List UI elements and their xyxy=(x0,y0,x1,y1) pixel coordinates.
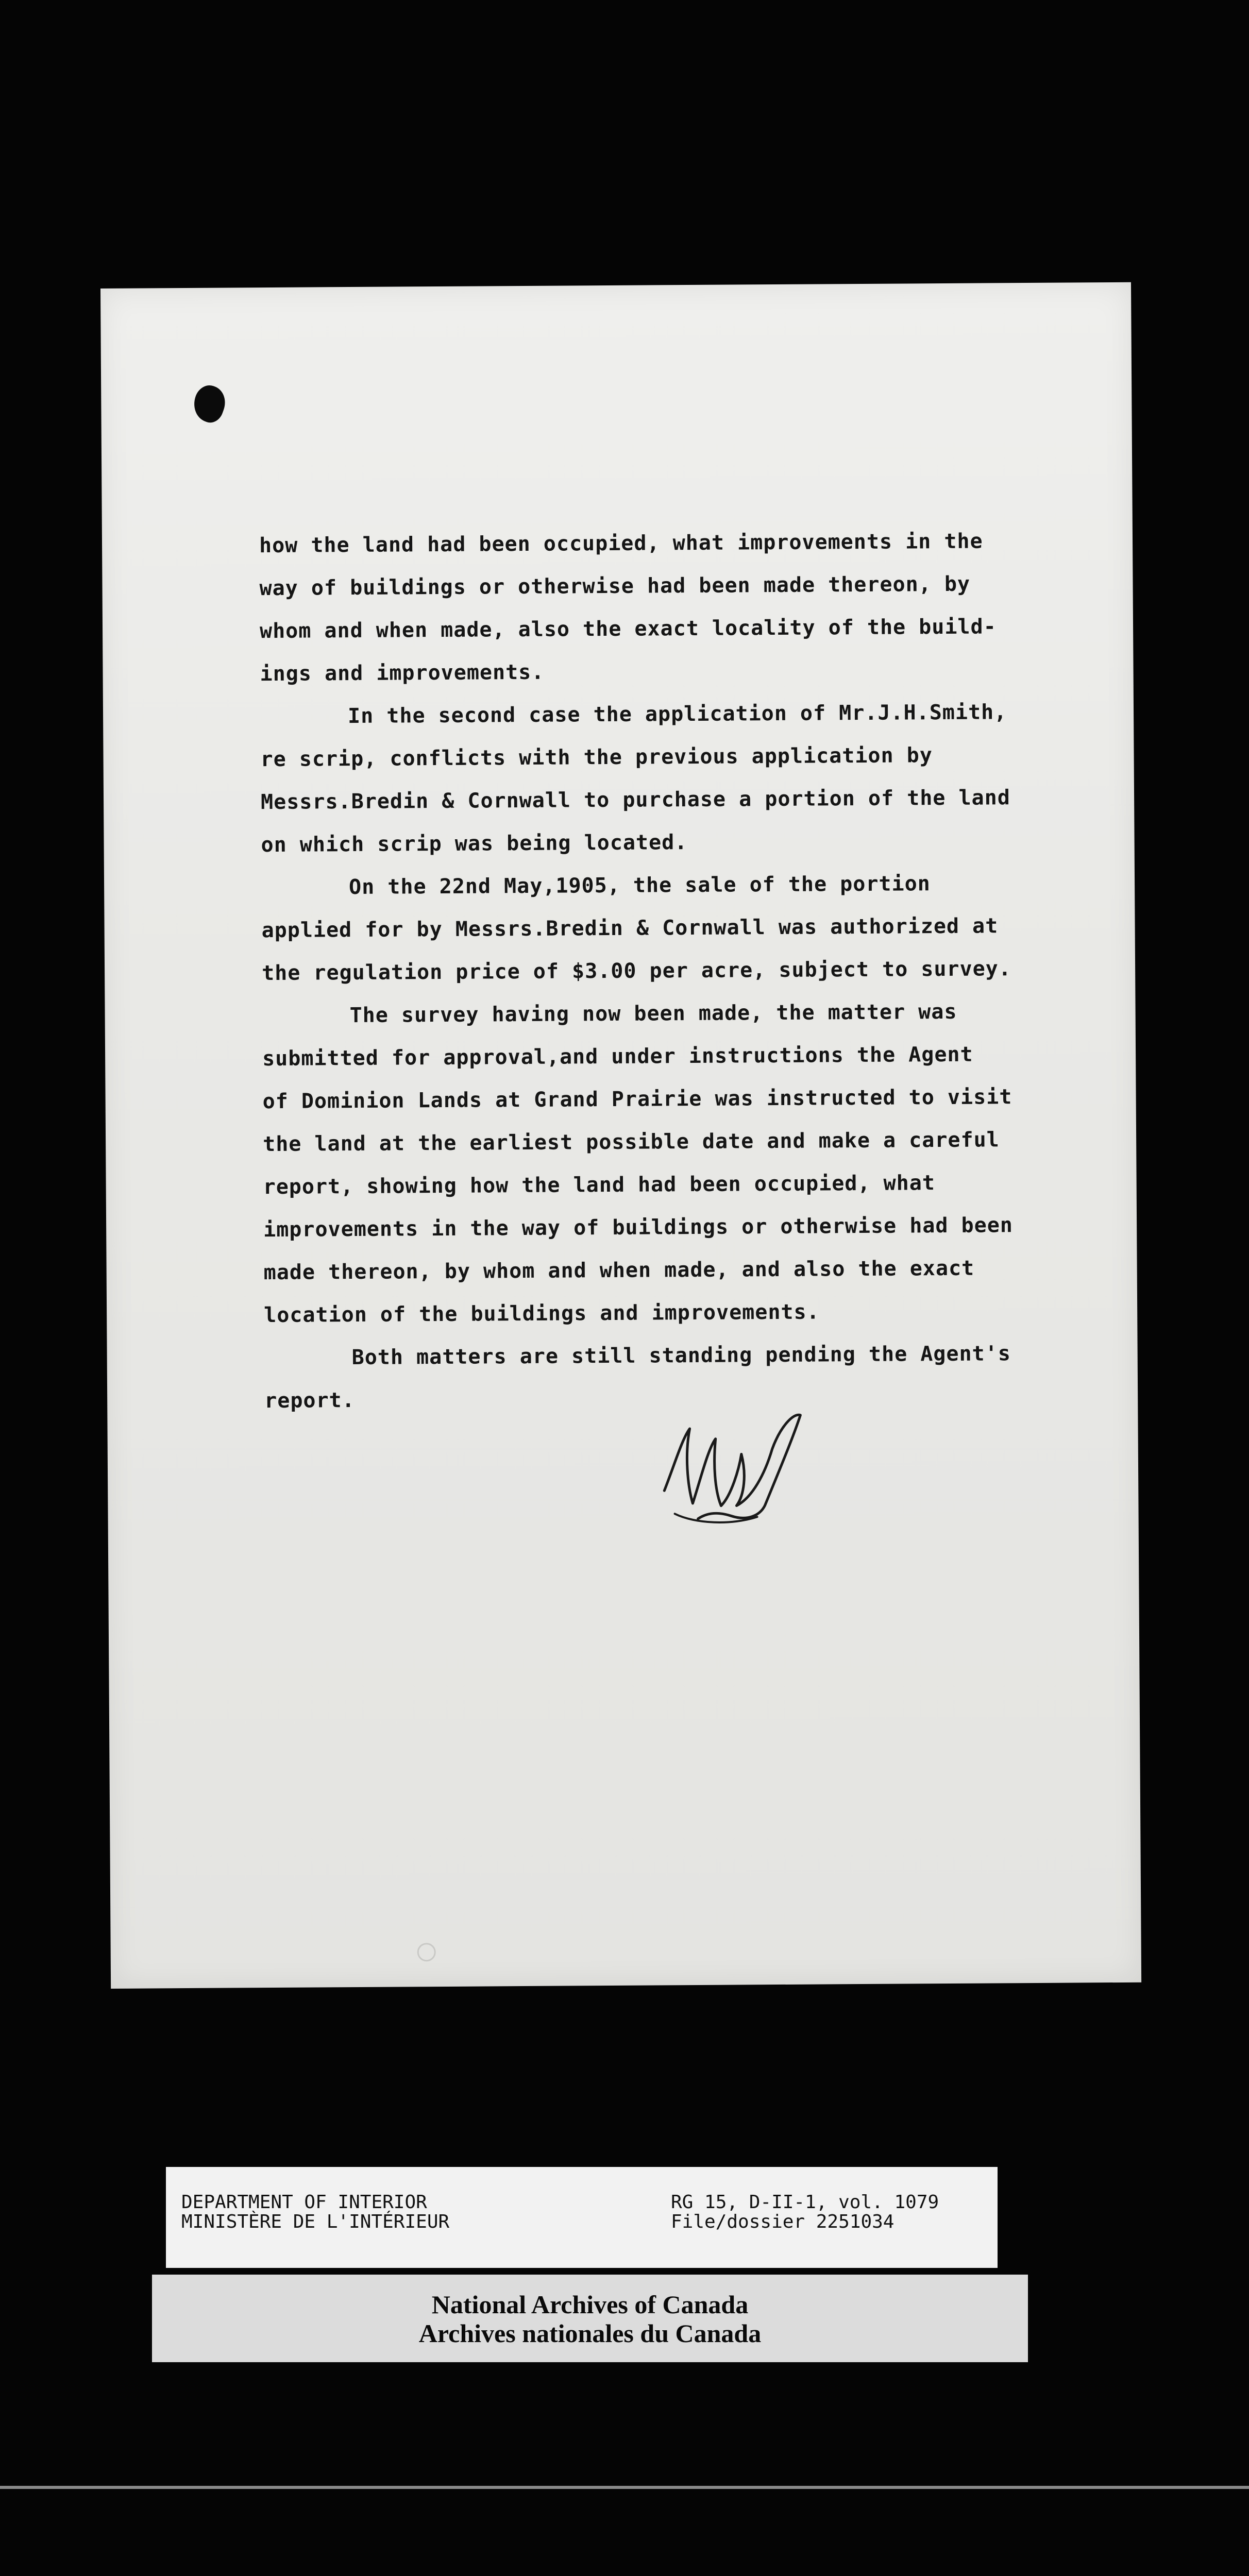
text-line: location of the buildings and improvements. xyxy=(264,1300,820,1328)
punch-hole xyxy=(189,382,230,426)
document-page xyxy=(100,282,1141,1989)
archives-banner xyxy=(152,2275,1028,2362)
pin-hole xyxy=(417,1943,436,1961)
archives-name-fr: Archives nationales du Canada xyxy=(418,2319,762,2348)
text-line: Messrs.Bredin & Cornwall to purchase a portion of the land xyxy=(260,786,1010,815)
text-line: how the land had been occupied, what improvements in the xyxy=(259,529,983,558)
department-fr: MINISTÈRE DE L'INTÉRIEUR xyxy=(181,2211,450,2232)
text-line: made thereon, by whom and when made, and also the exact xyxy=(263,1256,975,1285)
text-line: on which scrip was being located. xyxy=(261,831,688,857)
text-line: improvements in the way of buildings or otherwise had been xyxy=(263,1213,1014,1242)
text-line: the land at the earliest possible date and make a careful xyxy=(263,1128,1000,1157)
handwritten-signature xyxy=(653,1408,808,1532)
text-line: report. xyxy=(264,1388,355,1413)
text-line: Both matters are still standing pending the Agent's xyxy=(351,1342,1011,1370)
text-line: way of buildings or otherwise had been made thereon, by xyxy=(259,572,971,601)
text-line: ings and improvements. xyxy=(260,660,545,686)
file-number: File/dossier 2251034 xyxy=(671,2211,894,2232)
text-line: applied for by Messrs.Bredin & Cornwall was authorized at xyxy=(261,914,999,943)
archives-name xyxy=(152,2290,1028,2348)
department-en: DEPARTMENT OF INTERIOR xyxy=(181,2192,427,2213)
text-line: submitted for approval,and under instructions the Agent xyxy=(262,1042,973,1071)
text-line: re scrip, conflicts with the previous application by xyxy=(260,743,933,772)
text-line: report, showing how the land had been occupied, what xyxy=(263,1171,936,1199)
bottom-divider xyxy=(0,2486,1249,2489)
text-line: On the 22nd May,1905, the sale of the portion xyxy=(348,872,931,900)
file-reference xyxy=(671,2193,939,2232)
department-label xyxy=(181,2193,449,2232)
letter-body xyxy=(259,520,1038,1422)
text-line: In the second case the application of Mr.J.H.Smith, xyxy=(347,700,1007,728)
reference-label xyxy=(166,2167,998,2268)
archives-name-en: National Archives of Canada xyxy=(431,2290,749,2319)
text-line: the regulation price of $3.00 per acre, subject to survey. xyxy=(261,957,1012,986)
text-line: The survey having now been made, the matter was xyxy=(349,999,957,1028)
text-line: whom and when made, also the exact locality of the build- xyxy=(259,615,997,643)
text-line: of Dominion Lands at Grand Prairie was instructed to visit xyxy=(262,1085,1012,1114)
record-group: RG 15, D-II-1, vol. 1079 xyxy=(671,2192,939,2213)
